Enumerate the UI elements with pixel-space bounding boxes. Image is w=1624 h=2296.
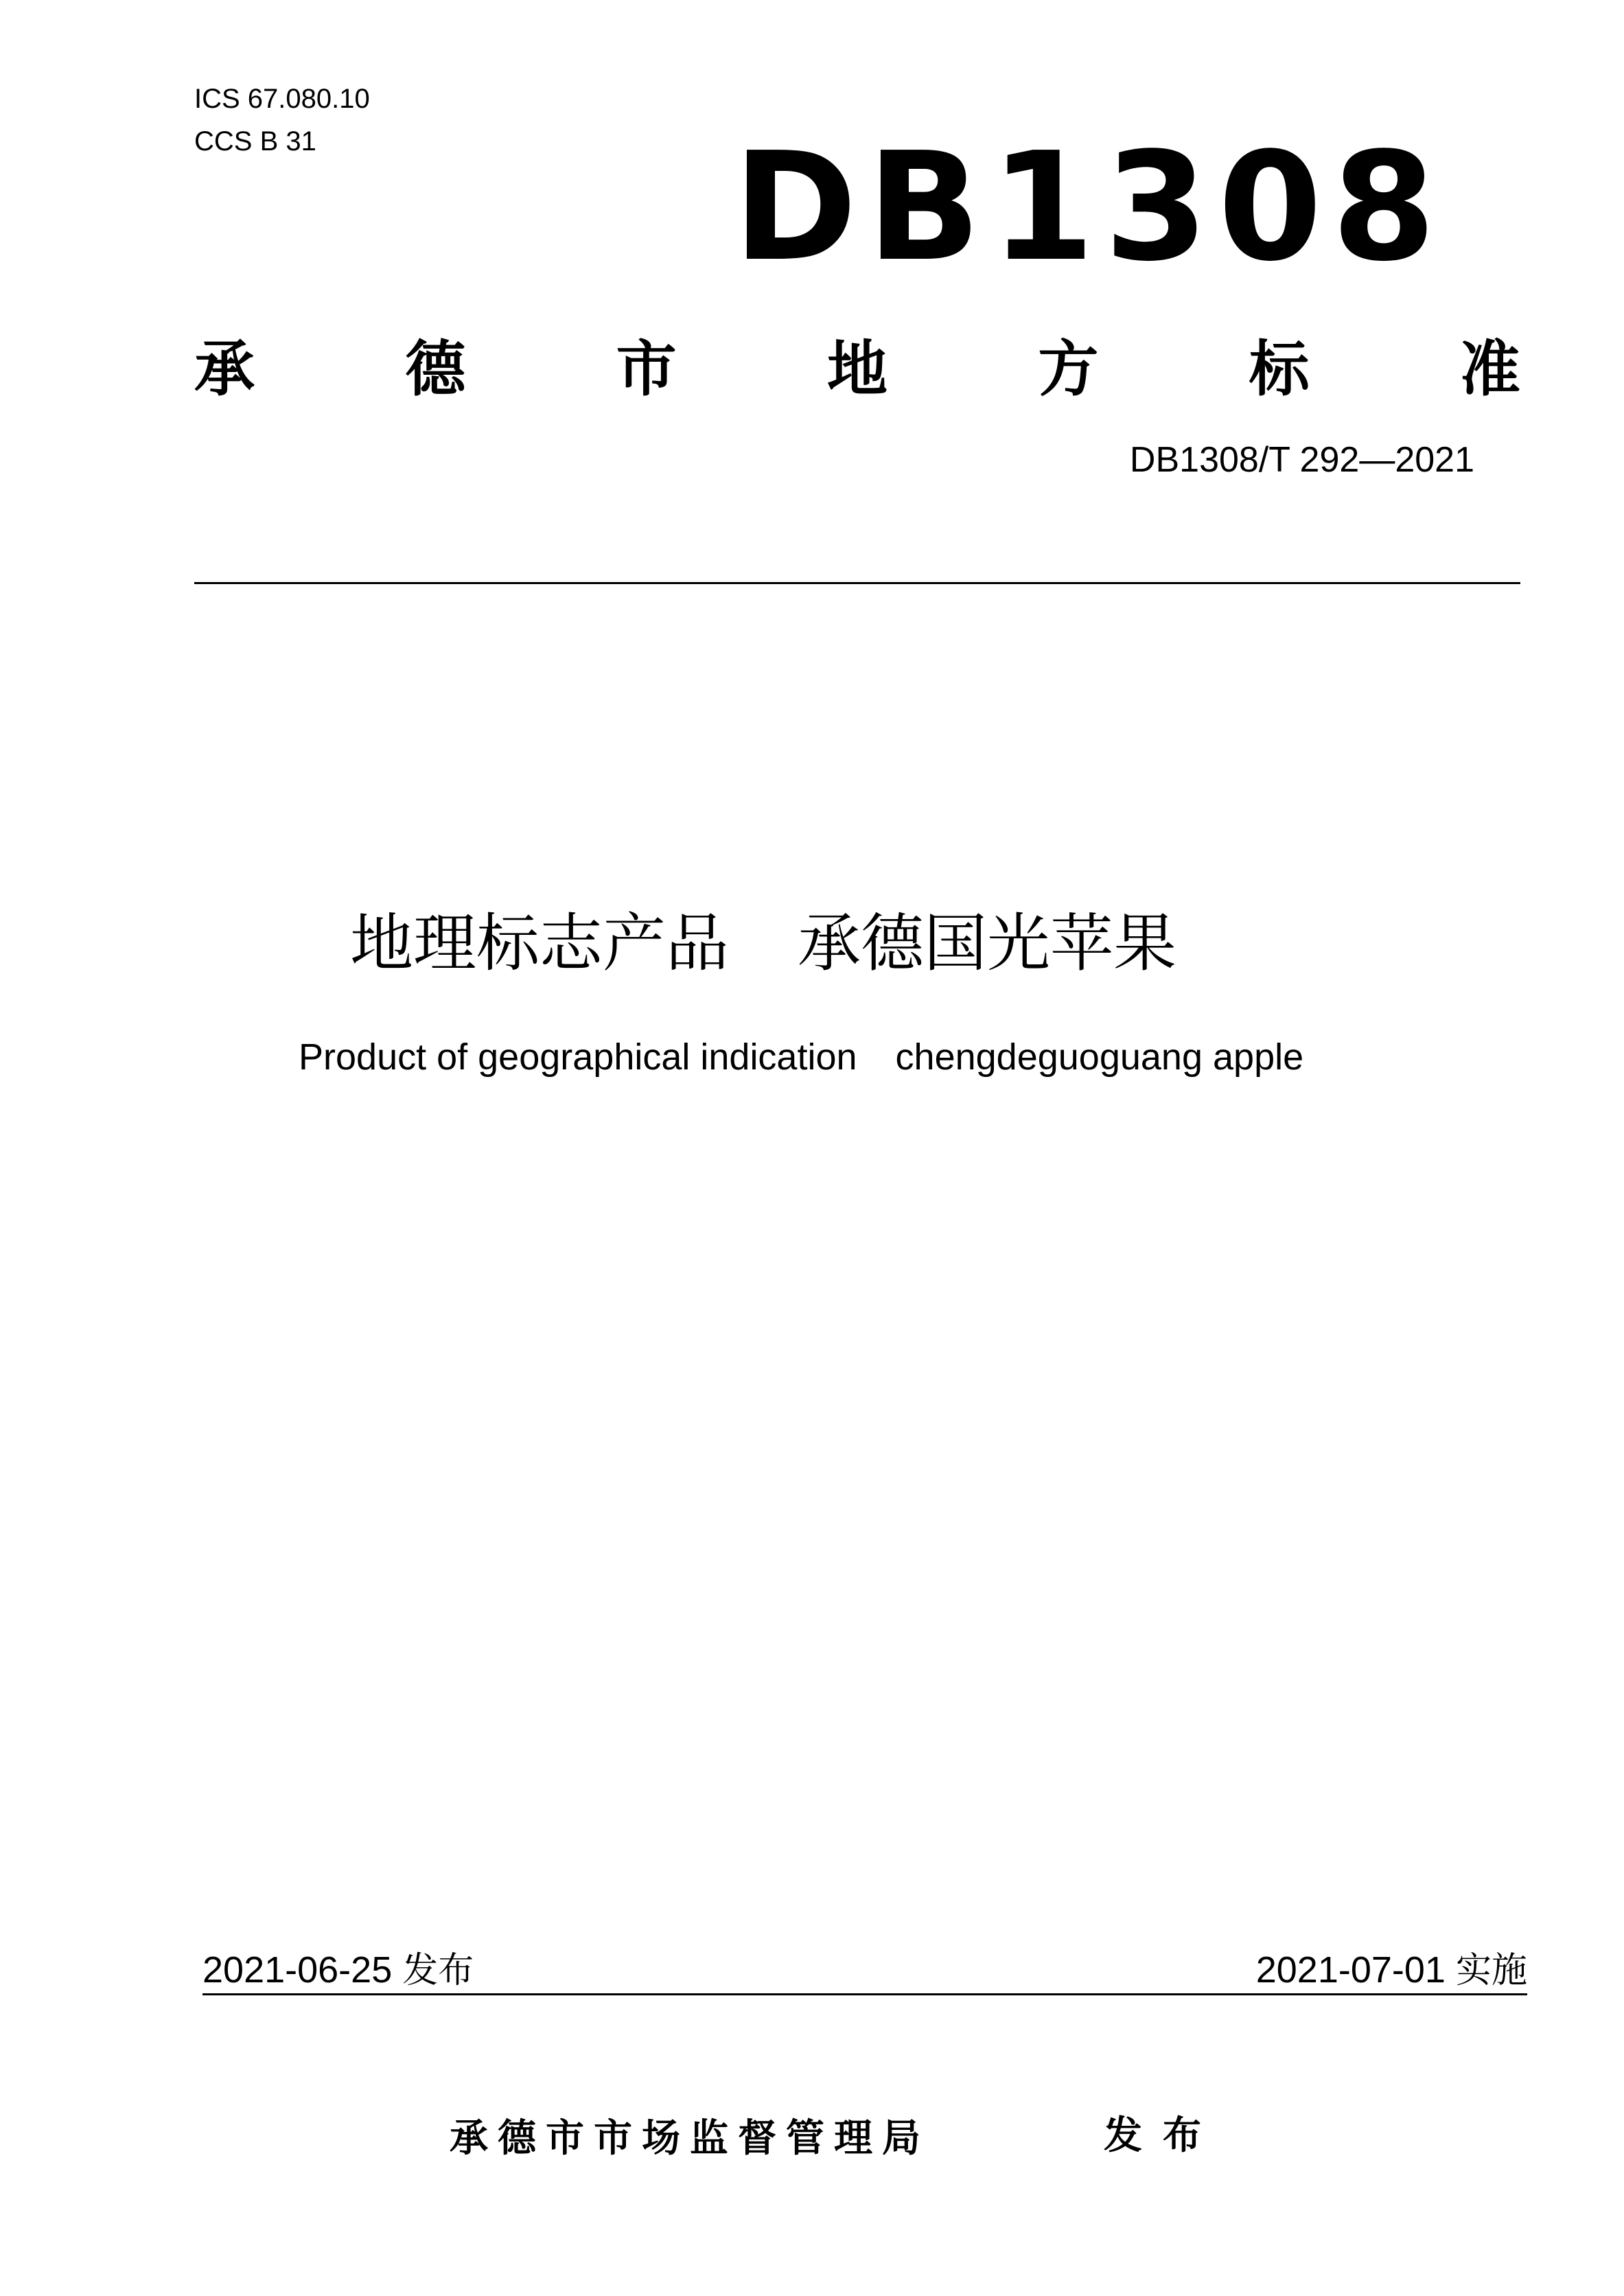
publisher-name: 承德市市场监督管理局 — [450, 2116, 930, 2161]
document-title-english — [299, 1035, 1397, 1079]
implementation-label: 实施 — [1455, 1950, 1527, 1991]
title-en-part1: Product of geographical indication — [299, 1036, 857, 1078]
title-zh-part1: 地理标志产品 — [350, 907, 730, 980]
date-divider — [202, 1993, 1527, 1995]
document-title-chinese — [350, 906, 1325, 982]
title-zh-part2: 承德国光苹果 — [798, 907, 1177, 980]
standard-type-char: 市 — [616, 334, 677, 404]
ccs-code: CCS B 31 — [194, 126, 316, 156]
issue-date-value: 2021-06-25 — [202, 1949, 393, 1991]
publish-label: 发布 — [1104, 2113, 1222, 2158]
issue-date — [202, 1948, 474, 1993]
standard-type-char: 标 — [1249, 334, 1310, 404]
implementation-date-value: 2021-07-01 — [1255, 1949, 1446, 1991]
standard-type-char: 承 — [194, 334, 255, 404]
standard-type-char: 地 — [826, 334, 888, 404]
standard-type-title — [194, 335, 1520, 404]
standard-type-char: 方 — [1038, 334, 1099, 404]
standard-type-char: 准 — [1459, 334, 1520, 404]
standard-number: DB1308/T 292—2021 — [1129, 440, 1474, 480]
standard-code-heading: DB1308 — [733, 121, 1446, 294]
header-divider — [194, 582, 1520, 584]
issue-label: 发布 — [402, 1950, 474, 1991]
ics-code: ICS 67.080.10 — [194, 84, 370, 114]
standard-type-char: 德 — [405, 334, 466, 404]
implementation-date — [1098, 1948, 1527, 1993]
title-en-part2: chengdeguoguang apple — [895, 1036, 1304, 1078]
